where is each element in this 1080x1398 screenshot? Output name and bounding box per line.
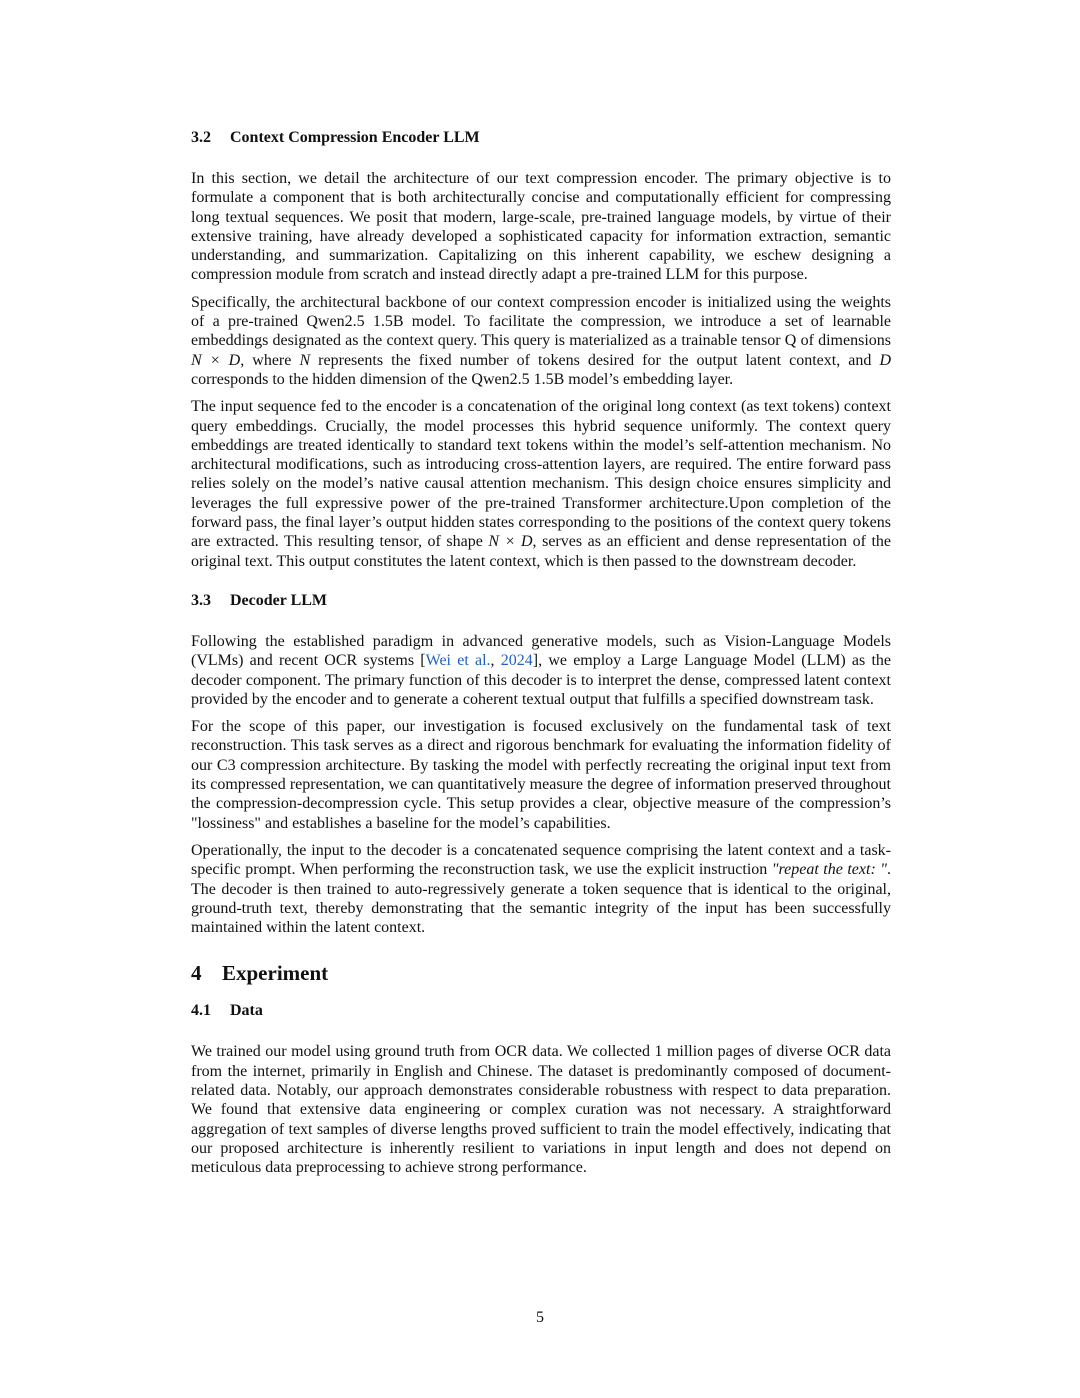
- paragraph-text: corresponds to the hidden dimension of the Qwen2.5 1.5B model’s embedding layer.: [191, 370, 734, 388]
- citation-author: Wei et al.: [425, 652, 491, 670]
- paragraph: [191, 397, 891, 571]
- paragraph: [191, 169, 891, 285]
- citation-separator: ,: [490, 652, 501, 670]
- math-expression: N: [299, 351, 311, 369]
- instruction-prompt: "repeat the text: ": [771, 861, 888, 879]
- section-number: 4: [191, 961, 202, 986]
- section-3-2-heading: [191, 126, 891, 150]
- paragraph-text: Specifically, the architectural backbone of our context compression encoder is initialized using the weights of a pre-trained Qwen2.5 1.5B model. To facilitate the compression, we introduce a set of learnable embeddings designated as the context query. This query is materialized as a trainable tensor Q of dimensions: [191, 293, 891, 350]
- citation-year: 2024: [500, 652, 533, 670]
- section-title: Context Compression Encoder LLM: [230, 129, 480, 146]
- paper-page: [191, 126, 891, 1185]
- section-4-heading: [191, 958, 891, 988]
- paragraph-text: ], we employ a Large Language Model (LLM) as the decoder component. The primary function of this decoder is to interpret the dense, compressed latent context provided by the encoder and to generate a coherent textual output that fulfills a specified downstream task.: [191, 652, 892, 708]
- math-expression: N × D: [191, 351, 241, 369]
- paragraph-text: , where: [240, 351, 300, 369]
- paragraph-text: . The decoder is then trained to auto-regressively generate a token sequence that is identical to the original, ground-truth text, thereby demonstrating that the semantic integrity of the input has been successfully maintained within the latent context.: [191, 861, 892, 937]
- paragraph: [191, 1042, 891, 1177]
- section-number: 3.2: [191, 129, 211, 146]
- paragraph: [191, 717, 891, 833]
- section-number: 4.1: [191, 1002, 211, 1020]
- math-expression: D: [879, 351, 892, 369]
- citation-year-link[interactable]: [501, 652, 533, 669]
- paragraph-text: Operationally, the input to the decoder is a concatenated sequence comprising the latent context and a task-specific prompt. When performing the reconstruction task, we use the explicit instruction: [191, 841, 891, 879]
- paragraph-text: In this section, we detail the architecture of our text compression encoder. The primary objective is to formulate a component that is both architecturally concise and computationally efficient for compressing long textual sequences. We posit that modern, large-scale, pre-trained language models, by virtue of their extensive training, have already developed a sophisticated capacity for information extraction, semantic understanding, and summarization. Capitalizing on this inherent capability, we eschew designing a compression module from scratch and instead directly adapt a pre-trained LLM for this purpose.: [191, 170, 891, 284]
- paragraph-text: For the scope of this paper, our investigation is focused exclusively on the fundamental task of text reconstruction. This task serves as a direct and rigorous benchmark for evaluating the information fidelity of our C3 compression architecture. By tasking the model with perfectly recreating the original input text from its compressed representation, we can quantitatively measure the degree of information preserved throughout the compression-decompression cycle. This setup provides a clear, objective measure of the compression’s "lossiness" and establishes a baseline for the model’s capabilities.: [191, 718, 891, 832]
- paragraph-text: , serves as an efficient and dense representation of the original text. This output constitutes the latent context, which is then passed to the downstream decoder.: [191, 533, 891, 570]
- math-expression: N × D: [488, 533, 533, 551]
- paragraph: [191, 632, 891, 709]
- paragraph: [191, 293, 891, 389]
- page-number: 5: [536, 1309, 544, 1326]
- paragraph-text: Following the established paradigm in advanced generative models, such as Vision-Language Models (VLMs) and recent OCR systems [: [191, 632, 891, 670]
- paragraph-text: represents the fixed number of tokens desired for the output latent context, and: [310, 351, 880, 369]
- section-title: Decoder LLM: [230, 591, 328, 609]
- paragraph: [191, 841, 891, 937]
- section-title: Data: [230, 1002, 263, 1020]
- section-number: 3.3: [191, 591, 211, 609]
- section-4-1-heading: [191, 999, 891, 1023]
- section-title: Experiment: [222, 961, 329, 986]
- section-3-3-heading: [191, 589, 891, 613]
- paragraph-text: We trained our model using ground truth from OCR data. We collected 1 million pages of diverse OCR data from the internet, primarily in English and Chinese. The dataset is predominantly composed of document-related data. Notably, our approach demonstrates considerable robustness with respect to data preparation. We found that extensive data engineering or complex curation was not necessary. A straightforward aggregation of text samples of diverse lengths proved sufficient to train the model effectively, indicating that our proposed architecture is inherently resilient to variations in input length and does not depend on meticulous data preprocessing to achieve strong performance.: [191, 1043, 891, 1177]
- citation-link[interactable]: [426, 652, 491, 669]
- paragraph-text: The input sequence fed to the encoder is a concatenation of the original long context (as text tokens) context query embeddings. Crucially, the model processes this hybrid sequence uniformly. The context query embeddings are treated identically to standard text tokens within the model’s self-attention mechanism. No architectural modifications, such as introducing cross-attention layers, are required. The entire forward pass relies solely on the model’s native causal attention mechanism. This design choice ensures simplicity and leverages the full expressive power of the pre-trained Transformer architecture.Upon completion of the forward pass, the final layer’s output hidden states corresponding to the positions of the context query tokens are extracted. This resulting tensor, of shape: [191, 398, 891, 551]
